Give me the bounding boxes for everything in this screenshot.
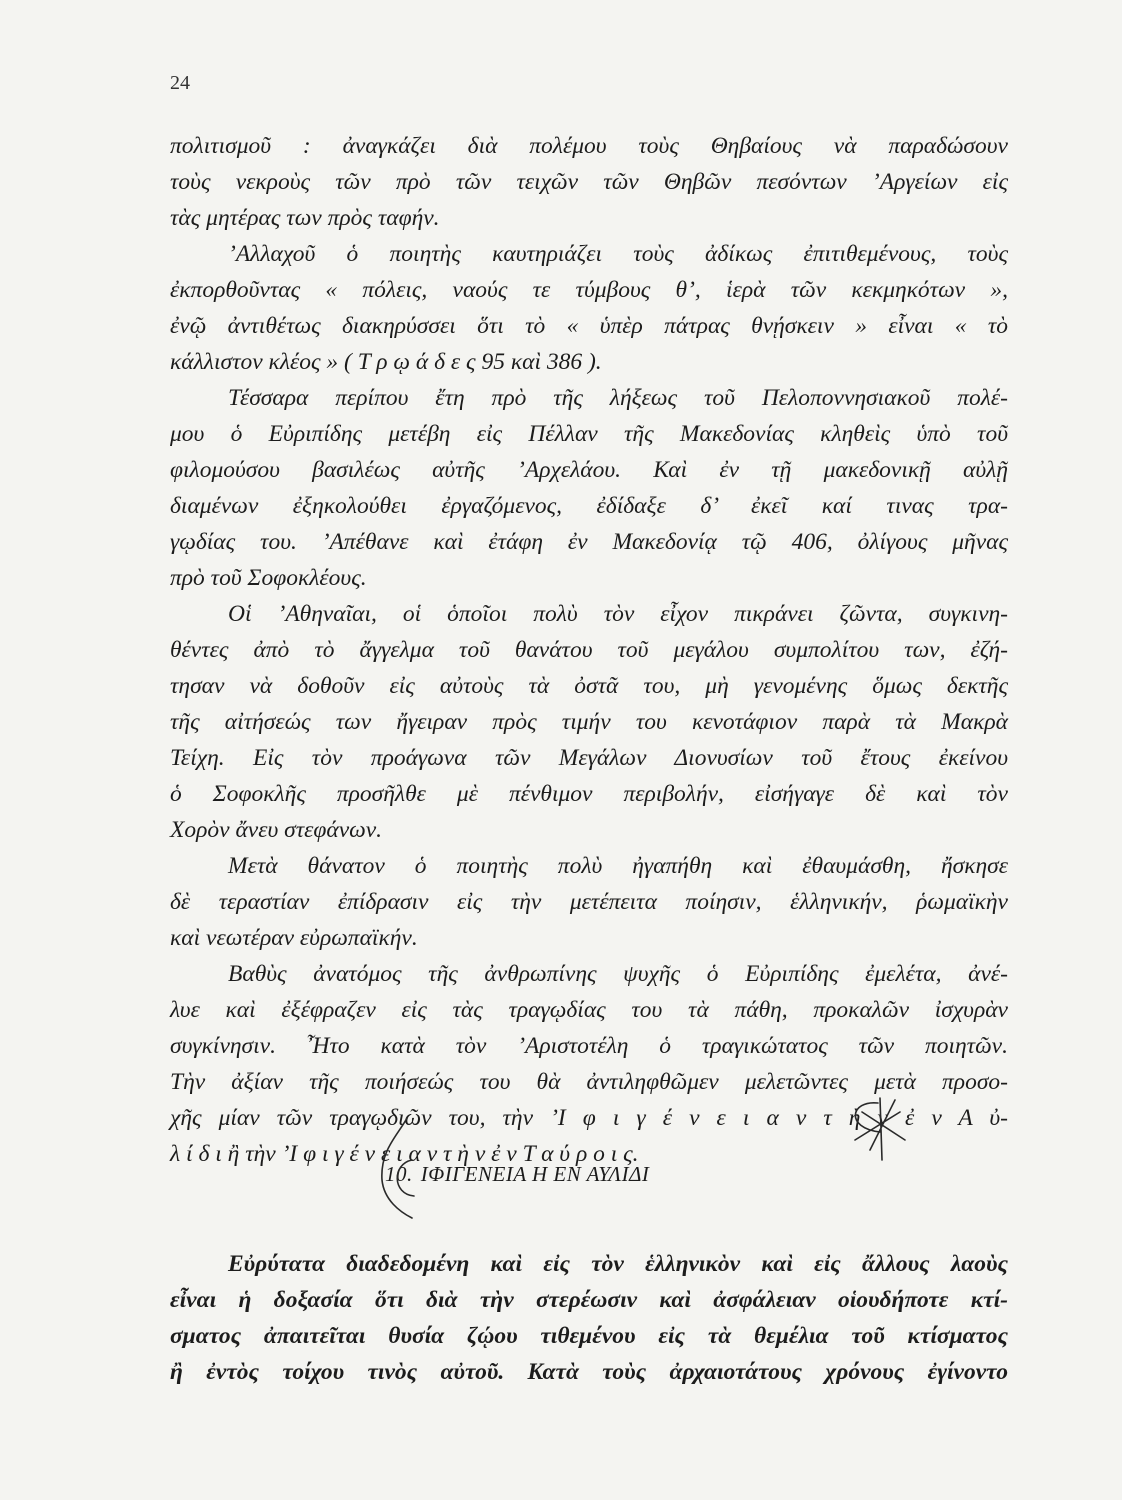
text-line: φιλομούσου βασιλέως αὐτῆς ’Αρχελάου. Καὶ ἐν τῇ μακεδονικῇ αὐλῇ: [170, 457, 1008, 483]
text-line: πολιτισμοῦ : ἀναγκάζει διὰ πολέμου τοὺς Θηβαίους νὰ παραδώσουν: [170, 133, 1008, 159]
text-line: πρὸ τοῦ Σοφοκλέους.: [170, 565, 367, 591]
text-line: τῆς αἰτήσεώς των ἤγειραν πρὸς τιμήν του κενοτάφιον παρὰ τὰ Μακρὰ: [170, 709, 1008, 735]
text-line: θέντες ἀπὸ τὸ ἄγγελμα τοῦ θανάτου τοῦ μεγάλου συμπολίτου των, ἐζή-: [170, 637, 1008, 663]
text-line: καὶ νεωτέραν εὐρωπαϊκήν.: [170, 925, 418, 951]
section-title: ΙΦΙΓΕΝΕΙΑ Η ΕΝ ΑΥΛΙΔΙ: [420, 1162, 650, 1186]
text-line: μου ὁ Εὐριπίδης μετέβη εἰς Πέλλαν τῆς Μακεδονίας κληθεὶς ὑπὸ τοῦ: [170, 421, 1008, 447]
text-line: Οἱ ’Αθηναῖαι, οἱ ὁποῖοι πολὺ τὸν εἶχον πικράνει ζῶντα, συγκινη-: [228, 601, 1008, 627]
text-line: Μετὰ θάνατον ὁ ποιητὴς πολὺ ἠγαπήθη καὶ ἐθαυμάσθη, ἤσκησε: [228, 853, 1008, 879]
text-line: Τείχη. Εἰς τὸν προάγωνα τῶν Μεγάλων Διονυσίων τοῦ ἔτους ἐκείνου: [170, 745, 1008, 771]
text-line: συγκίνησιν. Ἦτο κατὰ τὸν ’Αριστοτέλη ὁ τραγικώτατος τῶν ποιητῶν.: [170, 1033, 1008, 1059]
text-line: τὰς μητέρας των πρὸς ταφήν.: [170, 205, 440, 231]
text-line: Βαθὺς ἀνατόμος τῆς ἀνθρωπίνης ψυχῆς ὁ Εὐριπίδης ἐμελέτα, ἀνέ-: [228, 961, 1008, 987]
text-line: κάλλιστον κλέος » ( Τ ρ ῳ ά δ ε ς 95 καὶ 386 ).: [170, 349, 602, 375]
text-line: ἢ ἐντὸς τοίχου τινὸς αὐτοῦ. Κατὰ τοὺς ἀρχαιοτάτους χρόνους ἐγίνοντο: [170, 1359, 1008, 1385]
text-line: Τέσσαρα περίπου ἔτη πρὸ τῆς λήξεως τοῦ Πελοποννησιακοῦ πολέ-: [228, 385, 1008, 411]
text-line: ἐκπορθοῦντας « πόλεις, ναούς τε τύμβους θ’, ἱερὰ τῶν κεκμηκότων »,: [170, 277, 1008, 303]
text-line: λυε καὶ ἐξέφραζεν εἰς τὰς τραγῳδίας του τὰ πάθη, προκαλῶν ἰσχυρὰν: [170, 997, 1008, 1023]
text-line: Χορὸν ἄνευ στεφάνων.: [170, 817, 383, 843]
text-line: ’Αλλαχοῦ ὁ ποιητὴς καυτηριάζει τοὺς ἀδίκως ἐπιτιθεμένους, τοὺς: [228, 241, 1008, 267]
page-number: 24: [170, 72, 190, 94]
text-line: δὲ τεραστίαν ἐπίδρασιν εἰς τὴν μετέπειτα ποίησιν, ἑλληνικήν, ῥωμαϊκὴν: [170, 889, 1008, 915]
text-line: τοὺς νεκροὺς τῶν πρὸ τῶν τειχῶν τῶν Θηβῶν πεσόντων ’Αργείων εἰς: [170, 169, 1008, 195]
text-line: Τὴν ἀξίαν τῆς ποιήσεώς του θὰ ἀντιληφθῶμεν μελετῶντες μετὰ προσο-: [170, 1069, 1008, 1095]
text-line: χῆς μίαν τῶν τραγῳδιῶν του, τὴν ’Ι φ ι γ έ ν ε ι α ν τ ὴ ν ἐ ν Α ὐ-: [170, 1105, 1008, 1131]
text-line: ὁ Σοφοκλῆς προσῆλθε μὲ πένθιμον περιβολήν, εἰσήγαγε δὲ καὶ τὸν: [170, 781, 1008, 807]
text-line: γῳδίας του. ’Απέθανε καὶ ἐτάφη ἐν Μακεδονίᾳ τῷ 406, ὀλίγους μῆνας: [170, 529, 1008, 555]
text-line: Εὐρύτατα διαδεδομένη καὶ εἰς τὸν ἑλληνικὸν καὶ εἰς ἄλλους λαοὺς: [228, 1251, 1008, 1277]
text-line: σματος ἀπαιτεῖται θυσία ζῴου τιθεμένου εἰς τὰ θεμέλια τοῦ κτίσματος: [170, 1323, 1008, 1349]
text-line: διαμένων ἐξηκολούθει ἐργαζόμενος, ἐδίδαξε δ’ ἐκεῖ καί τινας τρα-: [170, 493, 1008, 519]
text-line: ἐνῷ ἀντιθέτως διακηρύσσει ὅτι τὸ « ὑπὲρ πάτρας θνῄσκειν » εἶναι « τὸ: [170, 313, 1008, 339]
text-line: τησαν νὰ δοθοῦν εἰς αὐτοὺς τὰ ὀστᾶ του, μὴ γενομένης ὅμως δεκτῆς: [170, 673, 1008, 699]
text-line: εἶναι ἡ δοξασία ὅτι διὰ τὴν στερέωσιν καὶ ἀσφάλειαν οἱουδήποτε κτί-: [170, 1287, 1008, 1313]
section-heading: [385, 1162, 649, 1187]
text-line: λ ί δ ι ἢ τὴν ’Ι φ ι γ έ ν ε ι α ν τ ὴ ν ἐ ν Τ α ύ ρ ο ι ς.: [170, 1141, 639, 1167]
section-number: 10.: [385, 1162, 413, 1186]
